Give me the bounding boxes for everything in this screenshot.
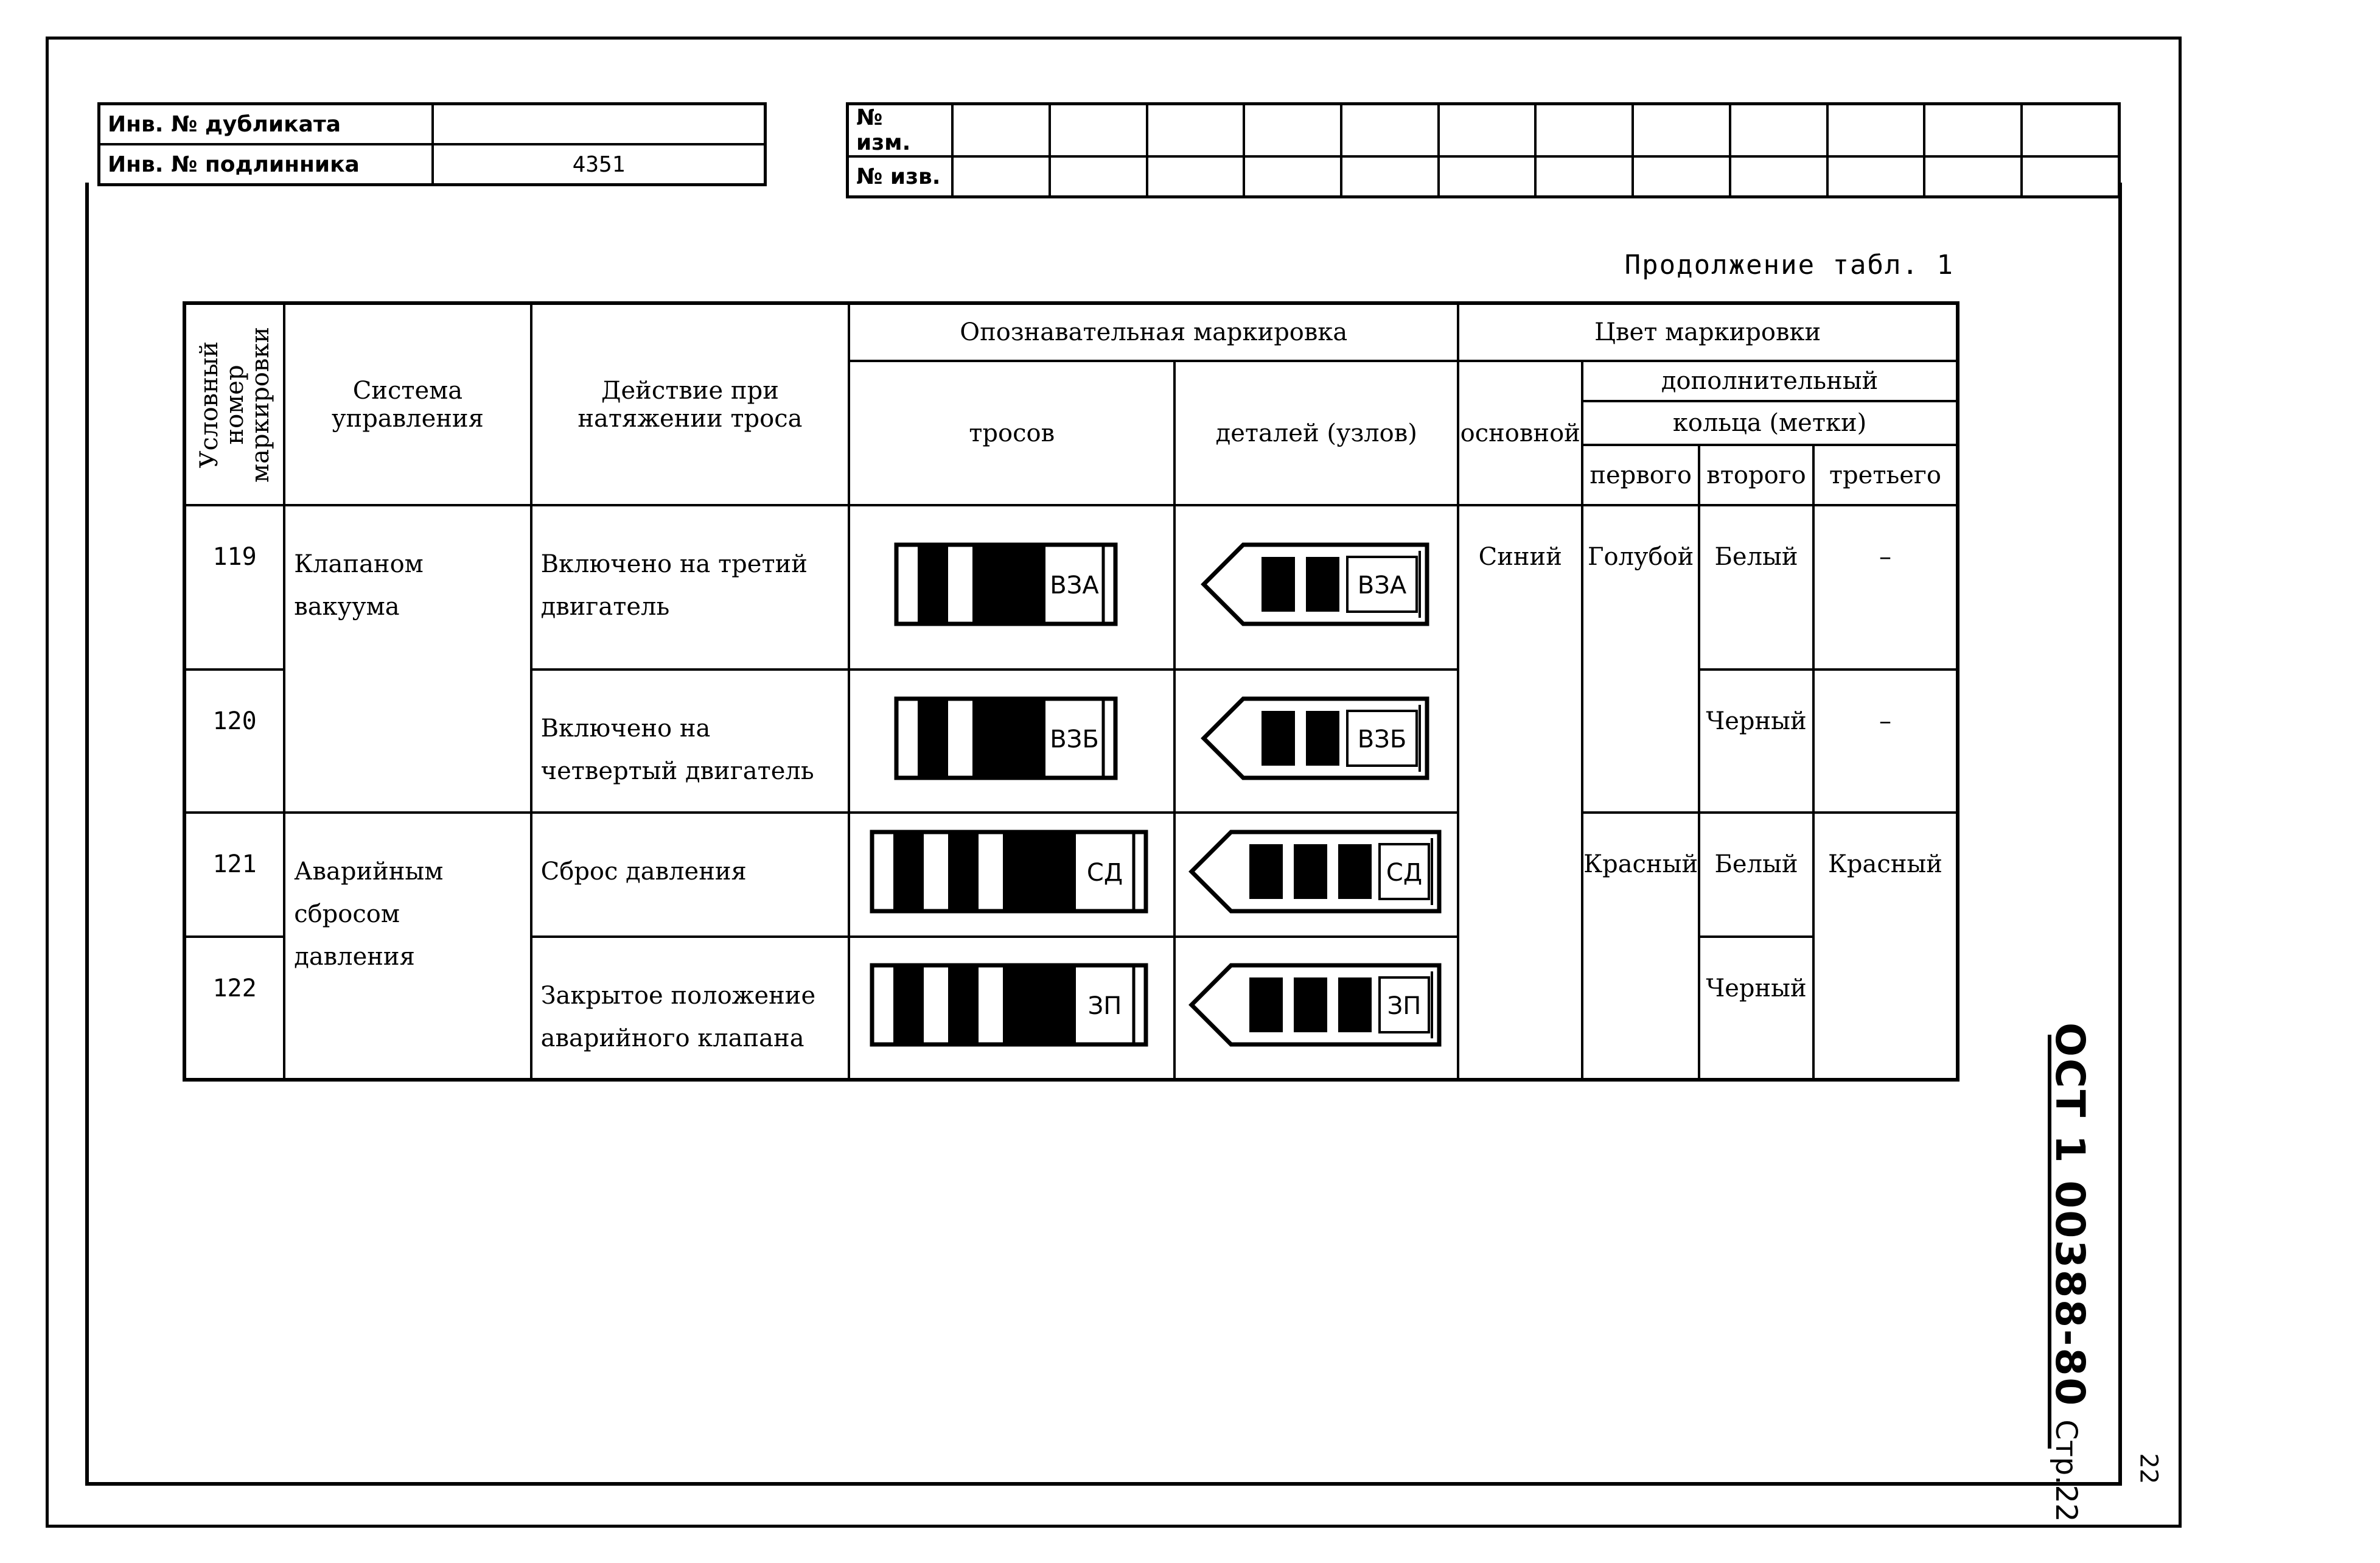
- header-cables: тросов: [849, 361, 1174, 505]
- part-tag-marking: [1188, 959, 1444, 1051]
- tag-code: ВЗБ: [1357, 725, 1407, 754]
- table-row: 121 Аварийным сбросом давления Сброс давления СД СД Красный Белый Красный: [184, 813, 1958, 937]
- stripe: [1338, 977, 1372, 1032]
- stripe: [1249, 844, 1283, 899]
- stripe: [918, 699, 948, 778]
- header-action: Действие при натяжении троса: [531, 303, 850, 505]
- stripe: [1033, 965, 1076, 1044]
- cable-marking: [893, 693, 1131, 784]
- cable-code: ЗП: [1087, 992, 1122, 1020]
- header-parts: деталей (узлов): [1174, 361, 1458, 505]
- header-ident: Опознавательная маркировка: [849, 303, 1458, 361]
- part-tag-marking: [1188, 826, 1444, 917]
- table-row: 122 Закрытое положение аварийного клапана ЗП ЗП Черный: [184, 937, 1958, 1080]
- orig-value: 4351: [433, 144, 766, 185]
- header-num: Условный номер маркировки: [184, 303, 284, 505]
- stripe: [918, 545, 948, 624]
- stripe: [948, 832, 979, 911]
- header-main: основной: [1458, 361, 1582, 505]
- tag-code: ВЗА: [1358, 572, 1407, 600]
- header-first: первого: [1582, 445, 1699, 505]
- stripe: [972, 699, 1003, 778]
- stripe: [948, 965, 979, 1044]
- dup-label: Инв. № дубликата: [99, 104, 433, 145]
- document-code: ОСТ 1 00388-80Стр.22: [2047, 1023, 2093, 1522]
- dup-value: [433, 104, 766, 145]
- header-system: Система управления: [284, 303, 531, 505]
- stripe: [972, 545, 1003, 624]
- page-number: 22: [2134, 1453, 2163, 1484]
- table-row: 120 Включено на четвертый двигатель ВЗБ ВЗБ Черный –: [184, 670, 1958, 813]
- header-rings: кольца (метки): [1582, 401, 1958, 445]
- cable-code: ВЗБ: [1049, 725, 1099, 754]
- stripe: [1262, 711, 1295, 766]
- stripe: [1306, 557, 1339, 612]
- izm-label: № изм.: [848, 104, 953, 157]
- stripe: [1003, 832, 1033, 911]
- part-tag-marking: [1201, 539, 1432, 630]
- stripe: [1033, 832, 1076, 911]
- stripe: [1003, 545, 1045, 624]
- stripe: [1249, 977, 1283, 1032]
- stripe: [1338, 844, 1372, 899]
- stripe: [1306, 711, 1339, 766]
- stripe: [893, 965, 924, 1044]
- stripe: [1003, 699, 1045, 778]
- part-tag-marking: [1201, 693, 1432, 784]
- cable-code: СД: [1086, 859, 1123, 887]
- stripe: [893, 832, 924, 911]
- cable-code: ВЗА: [1049, 572, 1099, 600]
- header-color: Цвет маркировки: [1458, 303, 1958, 361]
- cable-marking: [869, 826, 1155, 917]
- tag-code: ЗП: [1387, 992, 1422, 1020]
- izv-label: № изв.: [848, 156, 953, 197]
- tag-code: СД: [1386, 859, 1423, 887]
- cable-marking: [869, 959, 1155, 1051]
- stripe: [1003, 965, 1033, 1044]
- cable-marking: [893, 539, 1131, 630]
- stripe: [1294, 977, 1327, 1032]
- revision-stamp: [846, 102, 2121, 198]
- stripe: [1262, 557, 1295, 612]
- header-second: второго: [1699, 445, 1813, 505]
- header-third: третьего: [1813, 445, 1958, 505]
- table-row: 119 Клапаном вакуума Включено на третий двигатель ВЗА ВЗА Синий Голубой Белый –: [184, 505, 1958, 670]
- table-caption: Продолжение табл. 1: [1624, 250, 1954, 281]
- marking-table: [183, 301, 1959, 1082]
- stripe: [1294, 844, 1327, 899]
- header-extra: дополнительный: [1582, 361, 1958, 401]
- inventory-stamp: [97, 102, 767, 186]
- orig-label: Инв. № подлинника: [99, 144, 433, 185]
